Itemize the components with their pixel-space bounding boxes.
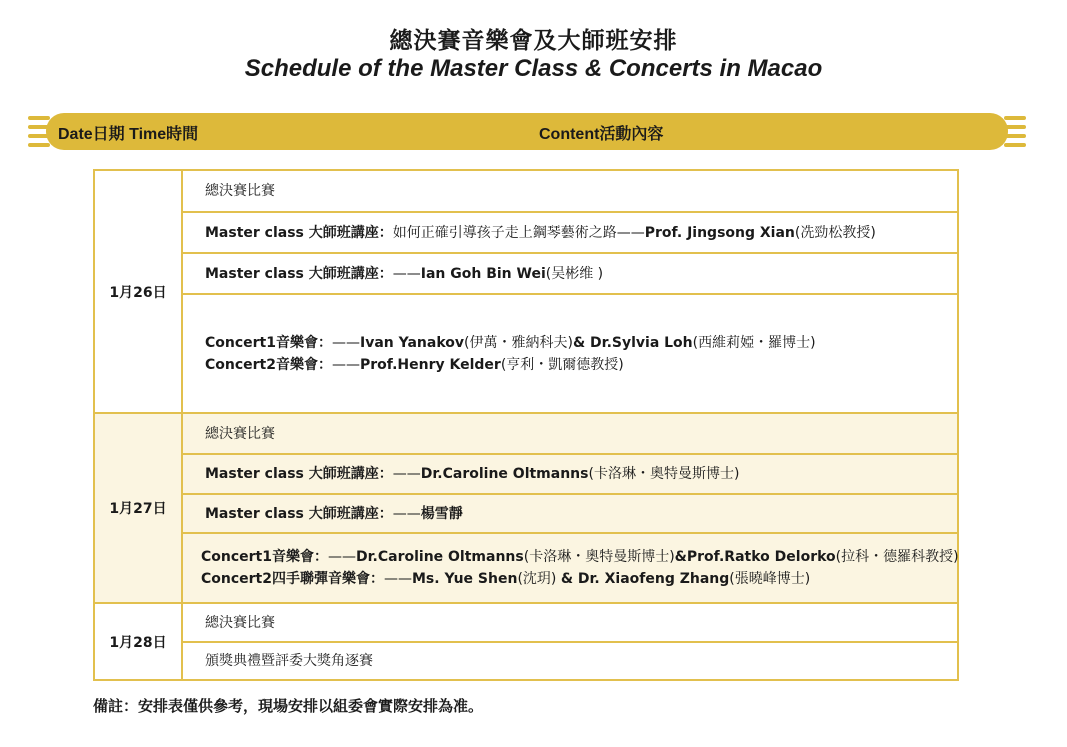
schedule-text-bold: Master class 大師班講座： [205, 466, 393, 482]
schedule-row [183, 495, 957, 534]
schedule-row [183, 171, 957, 213]
schedule-text: (伊萬・雅納科夫) [464, 334, 573, 351]
schedule-text: (西維莉婭・羅博士) [692, 334, 816, 351]
schedule-text: 總決賽比賽 [205, 425, 275, 442]
schedule-row [183, 534, 957, 602]
schedule-text-bold: Ms. Yue Shen [412, 571, 518, 587]
schedule-text-bold: Prof.Henry Kelder [360, 356, 501, 373]
schedule-line [205, 354, 957, 376]
schedule-text: —— [392, 505, 421, 522]
schedule-text: (卡洛琳・奧特曼斯博士) [588, 466, 740, 482]
schedule-row [183, 643, 957, 679]
schedule-line [205, 463, 957, 485]
schedule-text-bold: Dr.Caroline Oltmanns [356, 549, 524, 565]
title-chinese: 總決賽音樂會及大師班安排 [389, 28, 678, 54]
schedule-text-bold: Dr.Caroline Oltmanns [420, 466, 589, 482]
schedule-row [183, 455, 957, 495]
schedule-line [201, 568, 957, 590]
schedule-line [205, 423, 957, 445]
schedule-text-bold: 楊雪靜 [420, 505, 463, 522]
day-group [95, 602, 957, 679]
schedule-text: (亨利・凱爾德教授) [500, 356, 624, 373]
schedule-text-bold: & Dr. Xiaofeng Zhang [560, 571, 730, 587]
schedule-text-bold: Ivan Yanakov [360, 334, 465, 351]
schedule-text: (卡洛琳・奧特曼斯博士) [523, 549, 675, 565]
schedule-text: —— [328, 549, 356, 565]
day-group [95, 171, 957, 412]
schedule-text: (冼勁松教授) [794, 224, 876, 241]
schedule-text: —— [332, 356, 360, 373]
schedule-text: (吴彬维 ) [545, 265, 604, 282]
schedule-text: 總決賽比賽 [205, 614, 275, 631]
schedule-text: (拉科・德羅科教授) [835, 549, 959, 565]
schedule-text: —— [392, 265, 421, 282]
schedule-text-bold: &Prof.Ratko Delorko [674, 549, 836, 565]
schedule-text: —— [392, 466, 421, 482]
schedule-line [205, 263, 957, 285]
date-cell: 1月27日 [95, 414, 183, 602]
date-cell: 1月28日 [95, 604, 183, 679]
schedule-line [205, 180, 957, 202]
schedule-text-bold: & Dr.Sylvia Loh [572, 334, 693, 351]
schedule-text: —— [384, 571, 412, 587]
schedule-text-bold: Master class 大師班講座： [205, 265, 393, 282]
schedule-row [183, 213, 957, 254]
header-band [28, 113, 1026, 150]
header-date-time: Date日期 Time時間 [58, 126, 199, 143]
header-content: Content活動內容 [539, 126, 664, 143]
schedule-line [205, 222, 957, 244]
schedule-line [201, 546, 957, 568]
schedule-line [205, 650, 957, 672]
schedule-text-bold: Prof. Jingsong Xian [644, 224, 795, 241]
schedule-row [183, 254, 957, 295]
schedule-text: 頒獎典禮暨評委大獎角逐賽 [205, 653, 373, 669]
schedule-text: 總決賽比賽 [205, 183, 275, 199]
schedule-text: —— [332, 334, 360, 351]
schedule-text-bold: Ian Goh Bin Wei [420, 265, 546, 282]
schedule-text-bold: Concert1音樂會： [201, 549, 328, 565]
schedule-text-bold: Concert2音樂會： [205, 356, 332, 373]
stripe-decoration-right [1004, 116, 1026, 147]
schedule-text: (沈玥) [517, 571, 561, 587]
schedule-line [205, 332, 957, 354]
schedule-row [183, 604, 957, 643]
schedule-text: 如何正確引導孩子走上鋼琴藝術之路—— [392, 224, 645, 241]
title-english: Schedule of the Master Class & Concerts in Macao [244, 55, 823, 82]
schedule-line [205, 612, 957, 634]
schedule-table [93, 169, 959, 681]
schedule-text: (張曉峰博士) [729, 571, 811, 587]
schedule-text-bold: Concert2四手聯彈音樂會： [201, 571, 384, 587]
date-cell: 1月26日 [95, 171, 183, 412]
schedule-row [183, 414, 957, 455]
footnote: 備註：安排表僅供參考，現場安排以組委會實際安排為准。 [93, 697, 484, 715]
schedule-line [205, 503, 957, 525]
day-group [95, 412, 957, 602]
schedule-text-bold: Master class 大師班講座： [205, 505, 393, 522]
schedule-row [183, 295, 957, 412]
schedule-text-bold: Concert1音樂會： [205, 334, 332, 351]
schedule-text-bold: Master class 大師班講座： [205, 224, 393, 241]
